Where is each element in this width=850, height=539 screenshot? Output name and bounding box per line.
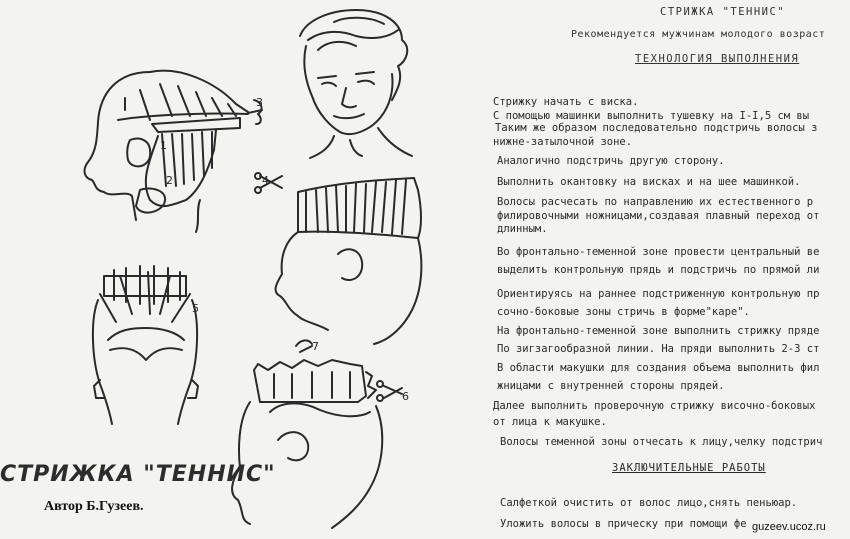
figure-number-2: 2 [166,174,173,187]
document-subtitle: Рекомендуется мужчинам молодого возраст [571,29,826,40]
step-line: Волосы расчесать по направлению их естественного р [497,196,814,208]
document-title: СТРИЖКА "ТЕННИС" [660,6,786,18]
step-line: филировочными ножницами,создавая плавный переход от [497,210,820,222]
back-head-figure-5 [93,266,198,424]
step-line: Выполнить окантовку на висках и на шее машинкой. [497,176,801,188]
figure-number-1: 1 [160,139,167,152]
profile-head-figure-1 [85,71,262,232]
portrait-figure [300,10,412,158]
step-line: Во фронтально-теменной зоне провести центральный ве [497,246,820,258]
technology-heading: ТЕХНОЛОГИЯ ВЫПОЛНЕНИЯ [635,53,800,65]
step-line: По зигзагообразной линии. На пряди выполнить 2-3 ст [497,343,820,355]
final-step-line: Уложить волосы в прическу при помощи фе [500,518,747,530]
profile-head-figure-6 [232,340,402,528]
step-line: На фронтально-теменной зоне выполнить стрижку пряде [497,325,820,337]
author-credit: Автор Б.Гузеев. [44,499,144,514]
step-line: нижне-затылочной зоне. [493,136,633,148]
figure-number-4: 4 [262,174,269,187]
step-line: сочно-боковые зоны стричь в форме"каре". [497,306,750,318]
step-line: выделить контрольную прядь и подстричь по прямой ли [497,264,820,276]
step-line: В области макушки для создания объема выполнить фил [497,362,820,374]
step-line: Волосы теменной зоны отчесать к лицу,челку подстрич [500,436,823,448]
site-watermark: guzeev.ucoz.ru [752,521,826,533]
big-handwritten-title: СТРИЖКА "ТЕННИС" [0,462,276,487]
step-line: от лица к макушке. [493,416,607,428]
step-line: С помощью машинки выполнить тушевку на I-I,5 см вы [493,110,810,122]
step-line: Ориентируясь на раннее подстриженную контрольную пр [497,288,820,300]
figure-number-7: 7 [312,340,319,353]
final-works-heading: ЗАКЛЮЧИТЕЛЬНЫЕ РАБОТЫ [612,462,766,474]
figure-number-6: 6 [402,390,409,403]
step-line: Далее выполнить проверочную стрижку височно-боковых [493,400,816,412]
step-line: Аналогично подстричь другую сторону. [497,155,725,167]
step-line: жницами с внутренней стороны прядей. [497,380,725,392]
step-line: длинным. [497,223,548,235]
profile-head-figure-4 [255,173,421,344]
step-line: Таким же образом последовательно подстричь волосы з [495,122,818,134]
final-step-line: Салфеткой очистить от волос лицо,снять пеньюар. [500,497,798,509]
figure-number-3: 3 [256,96,263,109]
figure-number-5: 5 [192,302,199,315]
step-line: Стрижку начать с виска. [493,96,639,108]
